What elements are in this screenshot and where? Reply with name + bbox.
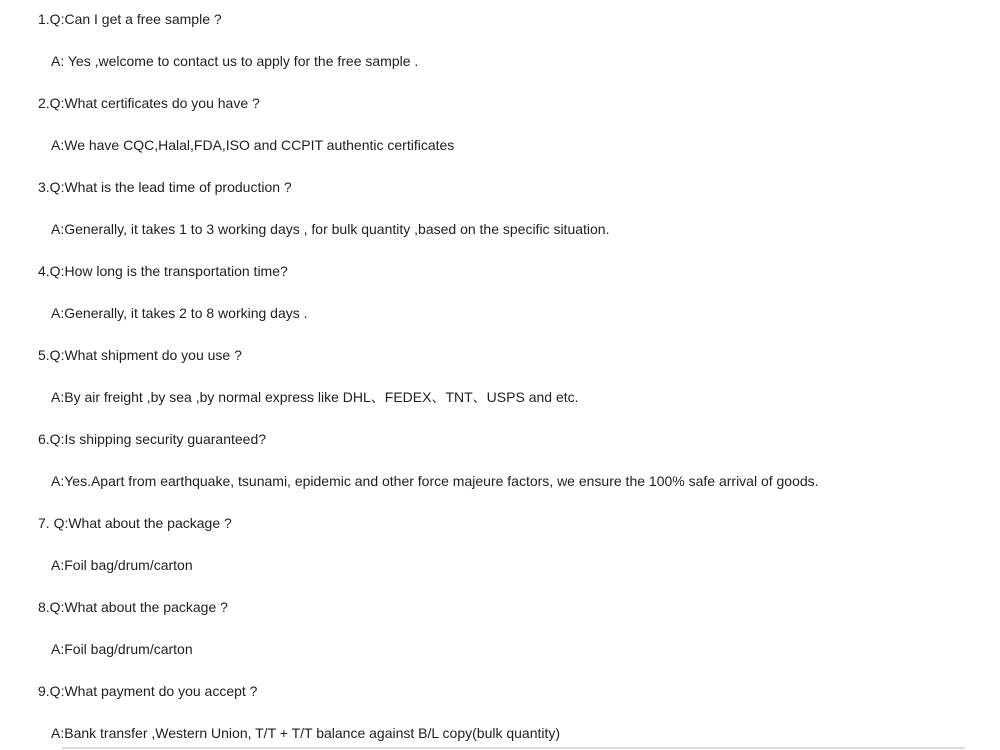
faq-question-7: 7. Q:What about the package ? <box>38 515 232 531</box>
faq-question-5: 5.Q:What shipment do you use ? <box>38 347 242 363</box>
faq-question-2: 2.Q:What certificates do you have ? <box>38 95 260 111</box>
faq-question-3: 3.Q:What is the lead time of production ? <box>38 179 292 195</box>
faq-answer-5: A:By air freight ,by sea ,by normal express like DHL、FEDEX、TNT、USPS and etc. <box>51 389 579 405</box>
faq-answer-6: A:Yes.Apart from earthquake, tsunami, epidemic and other force majeure factors, we ensure the 100% safe arrival of goods. <box>51 473 819 489</box>
faq-question-1: 1.Q:Can I get a free sample ? <box>38 11 222 27</box>
faq-answer-4: A:Generally, it takes 2 to 8 working days . <box>51 305 308 321</box>
faq-question-6: 6.Q:Is shipping security guaranteed? <box>38 431 267 447</box>
faq-question-8: 8.Q:What about the package ? <box>38 599 228 615</box>
faq-answer-1: A: Yes ,welcome to contact us to apply for the free sample . <box>51 53 419 69</box>
faq-answer-3: A:Generally, it takes 1 to 3 working days , for bulk quantity ,based on the specific situation. <box>51 221 610 237</box>
faq-question-9: 9.Q:What payment do you accept ? <box>38 683 258 699</box>
faq-answer-2: A:We have CQC,Halal,FDA,ISO and CCPIT authentic certificates <box>51 137 455 153</box>
faq-question-4: 4.Q:How long is the transportation time? <box>38 263 288 279</box>
faq-answer-8: A:Foil bag/drum/carton <box>51 641 193 657</box>
faq-answer-9: A:Bank transfer ,Western Union, T/T + T/T balance against B/L copy(bulk quantity) <box>51 725 561 741</box>
clipped-next-line-artifact <box>62 747 965 749</box>
faq-answer-7: A:Foil bag/drum/carton <box>51 557 193 573</box>
